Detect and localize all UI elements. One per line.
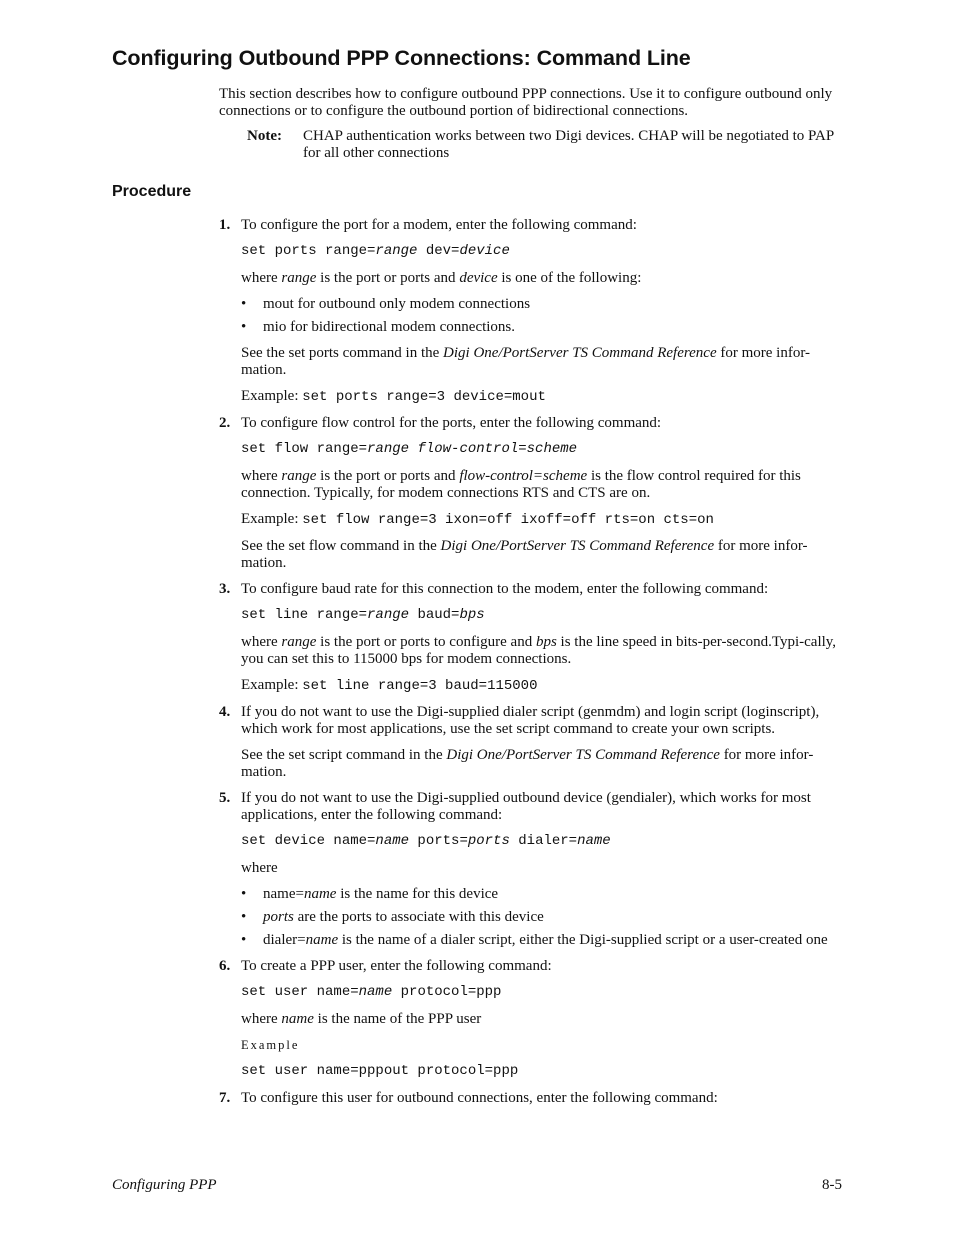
list-item: • ports are the ports to associate with this device	[241, 909, 841, 926]
procedure-heading: Procedure	[112, 183, 192, 200]
step-4	[219, 704, 841, 781]
where-text: where name is the name of the PPP user	[241, 1011, 482, 1027]
page-number: 8-5	[822, 1177, 842, 1193]
step-number: 5.	[219, 790, 231, 806]
step-text: To configure flow control for the ports, enter the following command:	[241, 415, 662, 431]
note-label: Note:	[247, 128, 282, 144]
step-number: 2.	[219, 415, 231, 431]
where-text: where range is the port or ports and flow-control=scheme is the flow control required for this connection. Typically, for modem connections RTS and CTS are on.	[241, 468, 801, 501]
option-list	[241, 296, 841, 336]
where-text: where range is the port or ports to configure and bps is the line speed in bits-per-second.Typi-cally, you can set this to 115000 bps for modem connections.	[241, 634, 837, 667]
step-5	[219, 790, 841, 949]
footer-chapter: Configuring PPP	[112, 1177, 217, 1193]
page-title: Configuring Outbound PPP Connections: Command Line	[112, 46, 691, 70]
command-syntax: set device name=name ports=ports dialer=name	[241, 833, 611, 849]
step-text: To create a PPP user, enter the following command:	[241, 958, 552, 974]
command-syntax: set user name=name protocol=ppp	[241, 984, 502, 1000]
step-text: To configure this user for outbound connections, enter the following command:	[241, 1090, 718, 1106]
parameter-list	[241, 886, 841, 949]
list-item: • dialer=name is the name of a dialer script, either the Digi-supplied script or a user-created one	[241, 932, 841, 949]
see-reference: See the set script command in the Digi One/PortServer TS Command Reference for more infor-mation.	[241, 747, 814, 780]
step-number: 3.	[219, 581, 231, 597]
example-code: set user name=pppout protocol=ppp	[241, 1063, 519, 1079]
example-code: set flow range=3 ixon=off ixoff=off rts=on cts=on	[302, 512, 714, 528]
note-text: CHAP authentication works between two Digi devices. CHAP will be negotiated to PAP for all other connections	[303, 128, 834, 161]
step-text: If you do not want to use the Digi-supplied dialer script (genmdm) and login script (loginscript), which work for most applications, use the set script command to create your own scripts.	[241, 704, 820, 737]
example-line: Example: set ports range=3 device=mout	[241, 388, 546, 405]
note-block	[247, 128, 837, 162]
step-number: 7.	[219, 1090, 231, 1106]
example-label: Example	[241, 1038, 300, 1052]
step-7	[219, 1090, 841, 1107]
command-syntax: set flow range=range flow-control=scheme	[241, 441, 578, 457]
example-line: Example: set line range=3 baud=115000	[241, 677, 538, 694]
see-reference: See the set ports command in the Digi One/PortServer TS Command Reference for more infor-mation.	[241, 345, 811, 378]
step-6	[219, 958, 841, 1080]
step-number: 6.	[219, 958, 231, 974]
step-3	[219, 581, 841, 695]
intro-paragraph: This section describes how to configure outbound PPP connections. Use it to configure outbound only connections or to configure the outbound portion of bidirectional connections.	[219, 86, 833, 119]
example-code: set line range=3 baud=115000	[302, 678, 538, 694]
where-text: where	[241, 860, 278, 876]
step-number: 1.	[219, 217, 231, 233]
step-1	[219, 217, 841, 406]
step-text: If you do not want to use the Digi-supplied outbound device (gendialer), which works for most applications, enter the following command:	[241, 790, 811, 823]
list-item: • mio for bidirectional modem connections.	[241, 319, 841, 336]
command-syntax: set line range=range baud=bps	[241, 607, 485, 623]
step-number: 4.	[219, 704, 231, 720]
step-2	[219, 415, 841, 572]
step-text: To configure the port for a modem, enter the following command:	[241, 217, 637, 233]
see-reference: See the set flow command in the Digi One/PortServer TS Command Reference for more infor-mation.	[241, 538, 808, 571]
command-syntax: set ports range=range dev=device	[241, 243, 510, 259]
list-item: • name=name is the name for this device	[241, 886, 841, 903]
example-line: Example: set flow range=3 ixon=off ixoff=off rts=on cts=on	[241, 511, 714, 528]
step-text: To configure baud rate for this connection to the modem, enter the following command:	[241, 581, 769, 597]
list-item: • mout for outbound only modem connections	[241, 296, 841, 313]
example-code: set ports range=3 device=mout	[302, 389, 546, 405]
where-text: where range is the port or ports and device is one of the following:	[241, 270, 642, 286]
procedure-steps	[219, 217, 841, 1116]
